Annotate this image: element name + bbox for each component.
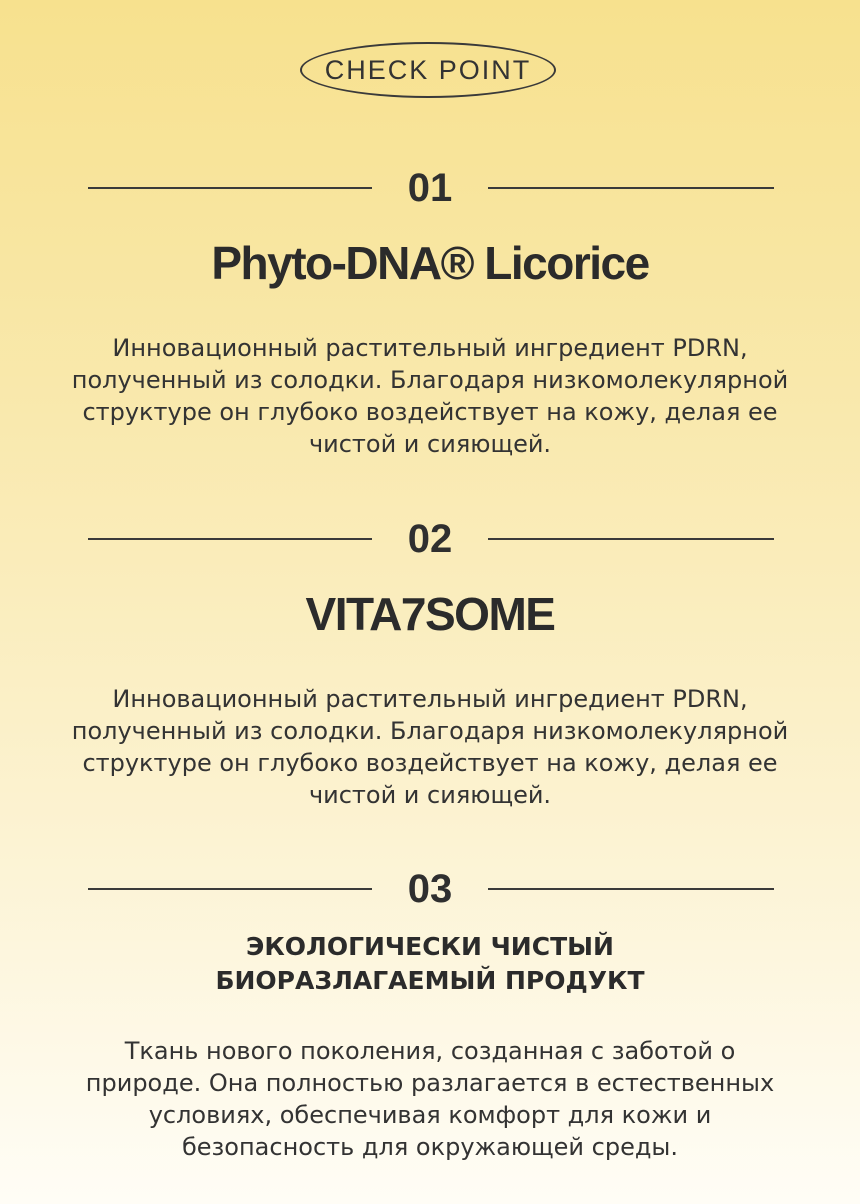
section-description: Инновационный растительный ингредиент PDRN, полученный из солодки. Благодаря низкомолекулярной структуре он глубоко воздействует на кожу, делая ее чистой и сияющей. [71,685,789,809]
section-description: Ткань нового поколения, созданная с заботой о природе. Она полностью разлагается в естественных условиях, обеспечивая комфорт для кожи и безопасность для окружающей среды. [85,1037,775,1161]
section-01 [0,163,860,460]
section-number: 03 [407,867,453,911]
section-number-row [0,163,860,213]
divider-line-right [488,888,774,890]
section-title: Phyto-DNA® Licorice [211,237,649,289]
section-number-row [0,864,860,914]
check-point-badge: CHECK POINT [300,42,556,98]
section-description: Инновационный растительный ингредиент PDRN, полученный из солодки. Благодаря низкомолекулярной структуре он глубоко воздействует на кожу, делая ее чистой и сияющей. [71,334,789,458]
section-number: 02 [407,517,453,561]
section-03 [0,864,860,1163]
section-title-line-1: ЭКОЛОГИЧЕСКИ ЧИСТЫЙ [246,932,614,961]
divider-line-right [488,538,774,540]
section-number: 01 [407,166,453,210]
section-title: VITA7SOME [305,588,555,640]
divider-line-right [488,187,774,189]
section-title [0,930,860,998]
section-02 [0,514,860,811]
section-title-line-2: БИОРАЗЛАГАЕМЫЙ ПРОДУКТ [215,966,645,995]
section-number-row [0,514,860,564]
